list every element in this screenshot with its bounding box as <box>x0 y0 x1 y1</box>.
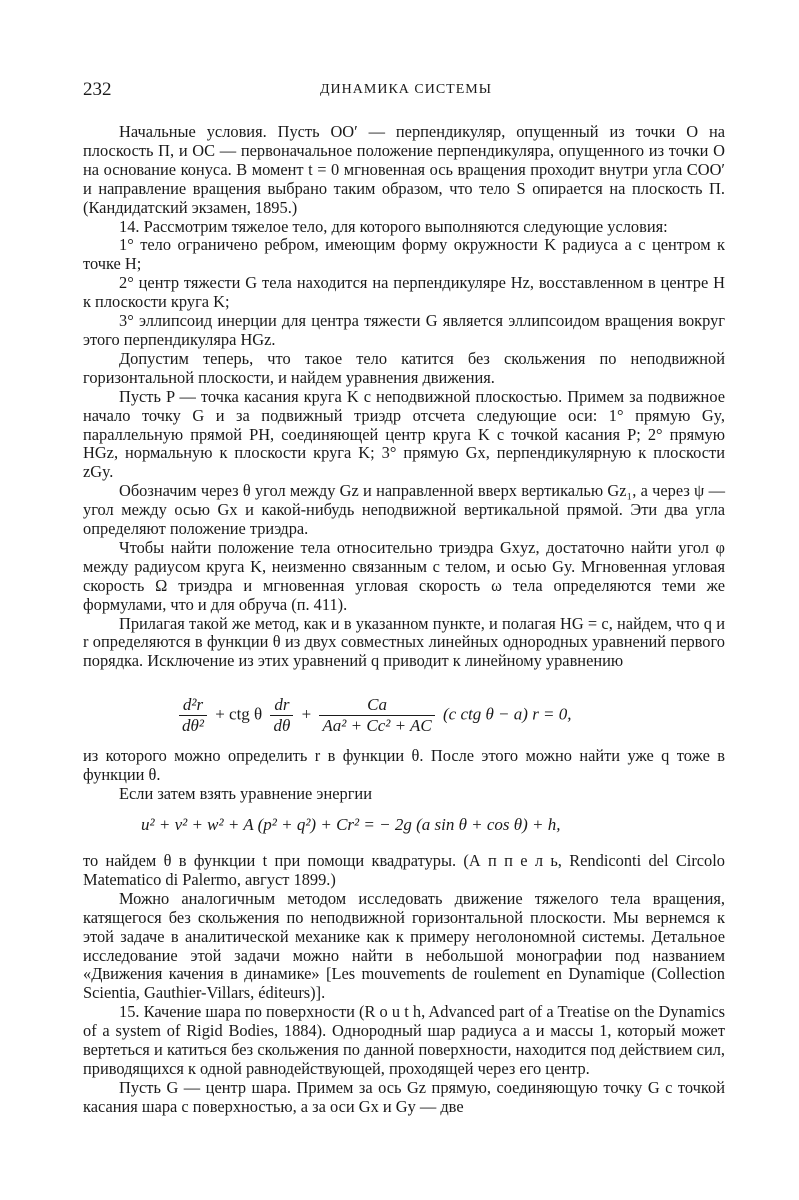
paragraph-determine-r: из которого можно определить r в функции θ. После этого можно найти уже q тоже в функции θ. <box>83 746 725 785</box>
page-header <box>83 79 723 103</box>
energy-equation <box>83 808 725 844</box>
paragraph-analogous: Можно аналогичным методом исследовать движение тяжелого тела вращения, катящегося без скольжения по неподвижной горизонтальной плоскости. Мы вернемся к этой задаче в аналитической механике как к примеру неголономной системы. Детальное исследование этой задачи можно найти в небольшой монографии под названием «Движения качения в динамике» [Les mouvements de roulement en Dynamique (Collection Scientia, Gauthier-Villars, éditeurs)]. <box>83 888 725 1003</box>
formula-tail: (c ctg θ − a) r = 0, <box>442 704 572 724</box>
paragraph-section-15: 15. Качение шара по поверхности (R o u t h, Advanced part of a Treatise on the Dynamics of a system of Rigid Bodies, 1884). Однородный шар радиуса a и массы 1, который может вертеться и катиться без скольжения по данной поверхности, находится под действием сил, приводящихся к одной равнодействующей, проходящей через его центр. <box>83 1002 725 1078</box>
differential-equation: $\frac{\text{d²r}}{\text{dθ²}}$ + ctg θ $\frac{dr}{d\theta}$ + $\frac{Ca}{\text{Aa² + Cc² + AC}}$ (c ctg θ − a) r = 0, <box>83 677 725 737</box>
paragraph-trihedron: Пусть P — точка касания круга K с неподвижной плоскостью. Примем за подвижное начало точку G и за подвижный триэдр отсчета следующие оси: 1° прямую Gy, параллельную прямой PH, соединяющей центр круга K с точкой касания P; 2° прямую HGz, нормальную к плоскости круга K; 3° прямую Gx, перпендикулярную к плоскости zGy. <box>83 386 725 482</box>
condition-1: 1° тело ограничено ребром, имеющим форму окружности K радиуса a с центром к точке H; <box>83 235 725 274</box>
page-body <box>83 123 725 1117</box>
paragraph-section-14: 14. Рассмотрим тяжелое тело, для которого выполняются следующие условия: <box>119 216 668 236</box>
fraction-ca: $\frac{Ca}{\text{Aa² + Cc² + AC}}$ <box>319 695 434 736</box>
paragraph-assume: Допустим теперь, что такое тело катится без скольжения по неподвижной горизонтальной плоскости, и найдем уравнения движения. <box>83 348 725 387</box>
paragraph-position: Чтобы найти положение тела относительно триэдра Gxyz, достаточно найти угол φ между радиусом круга K, неизменно связанным с телом, и осью Gy. Мгновенная угловая скорость Ω триэдра и мгновенная угловая скорость ω тела определяются теми же формулами, что и для обруча (п. 411). <box>83 537 725 614</box>
page-number: 232 <box>83 79 112 100</box>
condition-3: 3° эллипсоид инерции для центра тяжести G является эллипсоидом вращения вокруг этого перпендикуляра HGz. <box>83 311 725 349</box>
paragraph-method: Прилагая такой же метод, как и в указанном пункте, и полагая HG = c, найдем, что q и r определяются в функции θ из двух совместных линейных однородных уравнений первого порядка. Исключение из этих уравнений q приводит к линейному уравнению <box>83 613 725 671</box>
energy-equation-text: u² + v² + w² + A (p² + q²) + Cr² = − 2g (a sin θ + cos θ) + h, <box>141 815 561 834</box>
paragraph-quadrature: то найдем θ в функции t при помощи квадратуры. (А п п е л ь, Rendiconti del Circolo Matematico di Palermo, август 1899.) <box>83 851 725 889</box>
paragraph-angles: Обозначим через θ угол между Gz и направленной вверх вертикалью Gz₁, а через ψ — угол между осью Gx и какой-нибудь неподвижной вертикальной прямой. Эти два угла определяют положение триэдра. <box>83 481 725 539</box>
fraction-d2r: $\frac{\text{d²r}}{\text{dθ²}}$ <box>179 695 207 736</box>
condition-2: 2° центр тяжести G тела находится на перпендикуляре Hz, восставленном в центре H к плоскости круга K; <box>83 273 725 312</box>
paragraph-energy: Если затем взять уравнение энергии <box>119 784 372 804</box>
fraction-dr: $\frac{dr}{d\theta}$ <box>270 695 293 736</box>
paragraph-sphere-center: Пусть G — центр шара. Примем за ось Gz прямую, соединяющую точку G с точкой касания шара с поверхностью, а за оси Gx и Gy — две <box>83 1077 725 1116</box>
running-title: ДИНАМИКА СИСТЕМЫ <box>320 82 492 97</box>
formula-ctg: + ctg θ <box>215 704 263 724</box>
paragraph-initial-conditions: Начальные условия. Пусть OO′ — перпендикуляр, опущенный из точки O на плоскость П, и OC — первоначальное положение перпендикуляра, опущенного из точки O на основание конуса. В момент t = 0 мгновенная ось вращения проходит внутри угла COO′ и направление вращения выбрано таким образом, что тело S опирается на плоскость П. (Кандидатский экзамен, 1895.) <box>83 122 725 217</box>
